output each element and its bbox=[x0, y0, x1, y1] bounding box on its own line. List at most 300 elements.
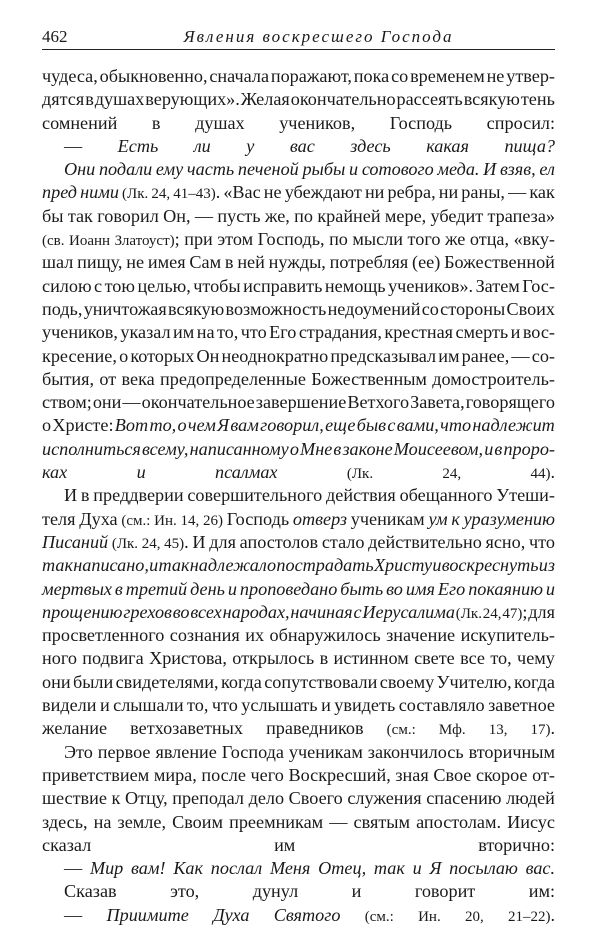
word bbox=[97, 205, 159, 228]
word bbox=[203, 508, 223, 533]
text-line bbox=[42, 554, 555, 577]
text: желание bbox=[42, 718, 108, 739]
word bbox=[270, 858, 310, 878]
word bbox=[260, 414, 324, 437]
italic-text: Духа bbox=[213, 904, 250, 925]
word bbox=[329, 811, 347, 834]
word bbox=[64, 136, 82, 156]
word bbox=[395, 764, 428, 787]
running-title: Явления воскресшего Господа bbox=[183, 27, 454, 46]
word bbox=[172, 787, 244, 810]
text-line bbox=[42, 484, 555, 507]
word bbox=[294, 205, 313, 228]
text-line bbox=[42, 764, 555, 787]
word bbox=[251, 764, 284, 787]
text: . bbox=[184, 531, 189, 552]
text: душах bbox=[94, 89, 145, 110]
citation: Ин. bbox=[418, 908, 441, 925]
italic-text: в bbox=[114, 578, 123, 599]
citation: (см.: bbox=[386, 722, 416, 739]
word bbox=[437, 671, 512, 694]
text: и bbox=[321, 695, 331, 716]
word bbox=[93, 391, 122, 414]
word bbox=[412, 251, 440, 274]
text: Сам bbox=[189, 252, 222, 273]
text: праведников bbox=[266, 718, 364, 739]
text: заветное bbox=[488, 695, 555, 716]
text: служения bbox=[347, 788, 422, 809]
text: апостолов bbox=[239, 531, 319, 552]
text: чтобы bbox=[193, 275, 241, 296]
text: учеников». bbox=[388, 275, 474, 296]
word bbox=[394, 438, 483, 461]
word bbox=[137, 462, 146, 482]
text: пищу, bbox=[77, 252, 123, 273]
word bbox=[408, 228, 441, 253]
text: в bbox=[224, 252, 234, 273]
text: временем bbox=[410, 66, 485, 86]
text-line bbox=[42, 787, 555, 810]
italic-text: вами, bbox=[396, 415, 439, 436]
text: не bbox=[263, 182, 282, 203]
italic-text: то, bbox=[149, 415, 177, 436]
word bbox=[406, 578, 435, 601]
word bbox=[187, 484, 322, 507]
text: Утеши- bbox=[496, 485, 555, 506]
italic-text: о bbox=[177, 415, 187, 436]
italic-text: Отец, bbox=[318, 858, 367, 879]
word bbox=[68, 205, 93, 228]
word bbox=[388, 181, 436, 206]
italic-text: и bbox=[149, 555, 159, 576]
text: И bbox=[64, 485, 78, 506]
word bbox=[357, 414, 386, 437]
text: Это bbox=[64, 741, 93, 762]
text: Затем bbox=[475, 275, 520, 296]
word bbox=[113, 694, 183, 717]
word bbox=[270, 624, 381, 647]
text-line bbox=[42, 438, 555, 461]
word bbox=[442, 554, 539, 577]
word bbox=[429, 858, 441, 878]
word bbox=[291, 88, 396, 111]
italic-text: ему bbox=[155, 159, 184, 180]
text-line bbox=[42, 298, 555, 321]
italic-text: написанному bbox=[189, 438, 289, 459]
italic-text: Его bbox=[437, 578, 466, 599]
text: Ветхого bbox=[347, 392, 410, 413]
text: нужды, bbox=[268, 252, 326, 273]
text-line bbox=[42, 601, 555, 624]
citation: (Лк. bbox=[455, 605, 482, 622]
text-line bbox=[42, 857, 555, 880]
word bbox=[299, 321, 382, 344]
text: здесь, bbox=[42, 811, 88, 832]
italic-text: Святого bbox=[273, 904, 341, 925]
word bbox=[256, 391, 347, 414]
text: и bbox=[510, 322, 521, 343]
text: всякую bbox=[463, 89, 520, 110]
word bbox=[173, 181, 220, 206]
word bbox=[269, 321, 296, 344]
text: говорил bbox=[97, 205, 159, 226]
word bbox=[426, 787, 501, 810]
italic-text: здесь bbox=[350, 135, 391, 156]
text: Божественной bbox=[444, 252, 555, 273]
word bbox=[502, 601, 527, 626]
text: Иисус bbox=[507, 811, 555, 832]
text: искупитель- bbox=[460, 625, 555, 646]
word bbox=[142, 531, 161, 556]
text-line bbox=[42, 205, 555, 228]
word bbox=[64, 158, 95, 181]
word bbox=[504, 136, 555, 156]
text: со bbox=[421, 298, 439, 319]
text: увидеть bbox=[334, 695, 396, 716]
word bbox=[123, 601, 172, 626]
text: кресение, bbox=[42, 345, 117, 366]
word bbox=[173, 321, 194, 344]
italic-text: Вот bbox=[114, 415, 149, 436]
word bbox=[195, 205, 213, 228]
text: . bbox=[550, 904, 556, 925]
word bbox=[209, 531, 236, 556]
text: — bbox=[329, 811, 348, 832]
word bbox=[472, 414, 554, 437]
text: Учителю, bbox=[436, 671, 512, 692]
italic-text: Иерусалима bbox=[362, 601, 455, 622]
word bbox=[265, 205, 290, 228]
word bbox=[190, 578, 225, 601]
word bbox=[461, 624, 555, 647]
word bbox=[330, 251, 409, 274]
word bbox=[461, 181, 505, 206]
text: приветствием bbox=[42, 764, 150, 785]
text: вторичным bbox=[468, 741, 555, 762]
italic-text: исполниться bbox=[42, 438, 141, 459]
word bbox=[156, 158, 183, 181]
word bbox=[42, 531, 108, 556]
word bbox=[142, 391, 255, 414]
word bbox=[478, 835, 555, 855]
word bbox=[325, 414, 355, 437]
word bbox=[238, 158, 299, 181]
word bbox=[288, 764, 390, 787]
italic-text: и bbox=[432, 555, 442, 576]
text: услышать bbox=[241, 695, 318, 716]
word bbox=[130, 718, 243, 738]
text: так bbox=[67, 205, 93, 226]
italic-text: воскреснуть bbox=[441, 555, 539, 576]
word bbox=[385, 205, 426, 228]
italic-text: уразумению bbox=[463, 508, 555, 529]
text: о bbox=[119, 345, 129, 366]
text-line bbox=[42, 135, 555, 158]
italic-text: ли bbox=[193, 135, 211, 156]
text: в bbox=[80, 485, 90, 506]
text: бытия, bbox=[42, 368, 95, 389]
word bbox=[189, 251, 221, 274]
word bbox=[322, 531, 365, 556]
italic-text: и bbox=[412, 858, 422, 879]
word bbox=[487, 113, 555, 133]
word bbox=[69, 228, 110, 253]
text: уничтожая bbox=[83, 298, 167, 319]
italic-text: ум bbox=[428, 508, 448, 529]
word bbox=[334, 647, 409, 670]
word bbox=[42, 438, 141, 461]
italic-text: так bbox=[373, 858, 405, 879]
word bbox=[42, 694, 96, 717]
text: . bbox=[550, 462, 556, 483]
italic-text: вам bbox=[230, 415, 259, 436]
word bbox=[522, 275, 555, 298]
word bbox=[490, 647, 511, 670]
text: . bbox=[215, 182, 221, 203]
word bbox=[347, 462, 373, 482]
word bbox=[145, 88, 240, 111]
text: дятся bbox=[42, 89, 85, 110]
text: убеждают bbox=[284, 182, 362, 203]
word bbox=[42, 113, 117, 133]
text-line bbox=[42, 368, 555, 391]
text: «вку- bbox=[513, 229, 555, 250]
text: земле, bbox=[117, 811, 166, 832]
word bbox=[120, 321, 170, 344]
word bbox=[106, 905, 188, 925]
italic-text: к bbox=[451, 508, 460, 529]
word bbox=[321, 694, 331, 717]
word bbox=[374, 554, 432, 577]
text: пока bbox=[353, 66, 390, 86]
text: потребляя bbox=[329, 252, 409, 273]
citation: 24, bbox=[141, 535, 161, 552]
word bbox=[320, 647, 329, 670]
italic-text: всех bbox=[190, 601, 222, 622]
word bbox=[112, 531, 138, 556]
word bbox=[485, 531, 525, 556]
word bbox=[539, 554, 555, 577]
word bbox=[500, 158, 536, 181]
italic-text: надлежит bbox=[472, 415, 555, 436]
text: отца, bbox=[469, 229, 510, 250]
word bbox=[488, 205, 555, 228]
text: мере, bbox=[384, 205, 427, 226]
citation: 47) bbox=[502, 605, 523, 622]
word bbox=[514, 228, 555, 253]
word bbox=[209, 65, 269, 88]
italic-text: и bbox=[484, 438, 494, 459]
text-line bbox=[42, 228, 555, 251]
word bbox=[531, 462, 556, 482]
word bbox=[293, 508, 347, 533]
word bbox=[130, 345, 194, 368]
word bbox=[387, 414, 395, 437]
word bbox=[445, 228, 465, 253]
word bbox=[354, 811, 410, 834]
word bbox=[151, 181, 170, 206]
text: ученикам bbox=[288, 741, 363, 762]
word bbox=[529, 881, 555, 901]
word bbox=[476, 764, 528, 787]
italic-text: надлежало bbox=[189, 555, 277, 576]
word bbox=[42, 181, 77, 206]
citation: Иоанн bbox=[69, 233, 111, 250]
word bbox=[469, 741, 555, 764]
text: — bbox=[64, 904, 83, 925]
word bbox=[149, 414, 176, 437]
word bbox=[253, 881, 298, 901]
text: Христова, bbox=[149, 648, 227, 669]
word bbox=[42, 345, 117, 368]
word bbox=[222, 345, 329, 368]
word bbox=[195, 113, 245, 133]
word bbox=[42, 764, 149, 787]
word bbox=[217, 321, 238, 344]
citation: 24, bbox=[442, 466, 462, 483]
text: говорящего bbox=[465, 392, 555, 413]
italic-text: вас bbox=[289, 135, 315, 156]
word bbox=[432, 368, 555, 391]
text: сомнений bbox=[42, 112, 118, 133]
word bbox=[269, 251, 326, 274]
text: людей bbox=[506, 788, 555, 809]
word bbox=[426, 136, 469, 156]
word bbox=[462, 345, 510, 368]
word bbox=[488, 694, 555, 717]
word bbox=[439, 718, 466, 738]
text: — bbox=[508, 182, 527, 203]
word bbox=[237, 251, 265, 274]
word bbox=[311, 368, 427, 391]
text: всякую bbox=[168, 298, 225, 319]
word bbox=[217, 205, 260, 228]
word bbox=[164, 531, 189, 556]
text: страдания, bbox=[298, 322, 382, 343]
text: исправить bbox=[243, 275, 323, 296]
word bbox=[455, 321, 508, 344]
text: «Вас bbox=[223, 182, 261, 203]
text: слышали bbox=[113, 695, 184, 716]
text: — bbox=[64, 858, 83, 879]
text-line bbox=[42, 578, 555, 601]
word bbox=[122, 368, 155, 391]
text: для bbox=[209, 531, 236, 552]
text-line bbox=[42, 158, 555, 181]
word bbox=[42, 414, 51, 437]
text: Господа bbox=[221, 741, 284, 762]
text: при bbox=[184, 229, 213, 250]
italic-text: народах, bbox=[222, 601, 290, 622]
text: спросил: bbox=[486, 112, 556, 133]
word bbox=[365, 905, 394, 925]
text-line bbox=[42, 811, 555, 834]
word bbox=[94, 811, 112, 834]
citation: 20, bbox=[465, 908, 484, 925]
word bbox=[42, 647, 77, 670]
word bbox=[428, 508, 447, 533]
word bbox=[387, 718, 416, 738]
word bbox=[230, 414, 258, 437]
text: ранее, bbox=[461, 345, 510, 366]
text: И bbox=[192, 531, 206, 552]
word bbox=[391, 65, 408, 88]
italic-text: с bbox=[353, 601, 362, 622]
word bbox=[118, 811, 166, 834]
text: Его bbox=[269, 322, 297, 343]
italic-text: так bbox=[158, 555, 190, 576]
word bbox=[81, 484, 90, 507]
word bbox=[241, 694, 317, 717]
italic-text: с bbox=[387, 415, 396, 436]
text: то, bbox=[187, 695, 209, 716]
word bbox=[190, 554, 276, 577]
word bbox=[521, 88, 555, 111]
citation: Мф. bbox=[438, 722, 466, 739]
text: Своим bbox=[172, 811, 224, 832]
text: спасению bbox=[426, 788, 502, 809]
word bbox=[264, 671, 377, 694]
text: ни bbox=[364, 182, 385, 203]
word bbox=[227, 508, 289, 533]
italic-text: сотового bbox=[361, 159, 434, 180]
text: учеников, bbox=[279, 112, 356, 133]
text: то, bbox=[216, 322, 239, 343]
text: же, bbox=[264, 205, 290, 226]
italic-text: мертвых bbox=[42, 578, 112, 599]
word bbox=[249, 787, 285, 810]
word bbox=[432, 554, 441, 577]
word bbox=[142, 438, 188, 461]
word bbox=[90, 858, 123, 878]
text: того bbox=[407, 229, 441, 250]
text: смерть bbox=[455, 322, 509, 343]
text: возможность bbox=[225, 298, 327, 319]
text: раны, bbox=[461, 182, 505, 203]
italic-text: отверз bbox=[292, 508, 348, 529]
word bbox=[115, 414, 148, 437]
word bbox=[442, 462, 461, 482]
text: со- bbox=[531, 345, 555, 366]
italic-text: из bbox=[538, 555, 555, 576]
text: подвига bbox=[82, 648, 144, 669]
text: стороны bbox=[440, 298, 506, 319]
text: на bbox=[196, 322, 215, 343]
text: свете bbox=[414, 648, 455, 669]
word bbox=[470, 228, 509, 253]
text: целью, bbox=[137, 275, 191, 296]
word bbox=[126, 578, 187, 601]
text: вос- bbox=[522, 322, 555, 343]
italic-text: пред bbox=[42, 182, 78, 203]
text: что bbox=[240, 322, 267, 343]
text-line bbox=[42, 65, 555, 88]
citation: (Лк. bbox=[346, 466, 374, 483]
text-line bbox=[42, 508, 555, 531]
text: закончилось bbox=[367, 741, 464, 762]
word bbox=[187, 158, 234, 181]
italic-text: пища? bbox=[504, 135, 556, 156]
word bbox=[121, 508, 150, 533]
text: Своих bbox=[506, 298, 555, 319]
word bbox=[506, 298, 555, 321]
word bbox=[274, 905, 341, 925]
text: открылось bbox=[232, 648, 315, 669]
word bbox=[517, 647, 555, 670]
word bbox=[456, 601, 482, 626]
text: все bbox=[460, 648, 485, 669]
text-line bbox=[42, 834, 555, 857]
